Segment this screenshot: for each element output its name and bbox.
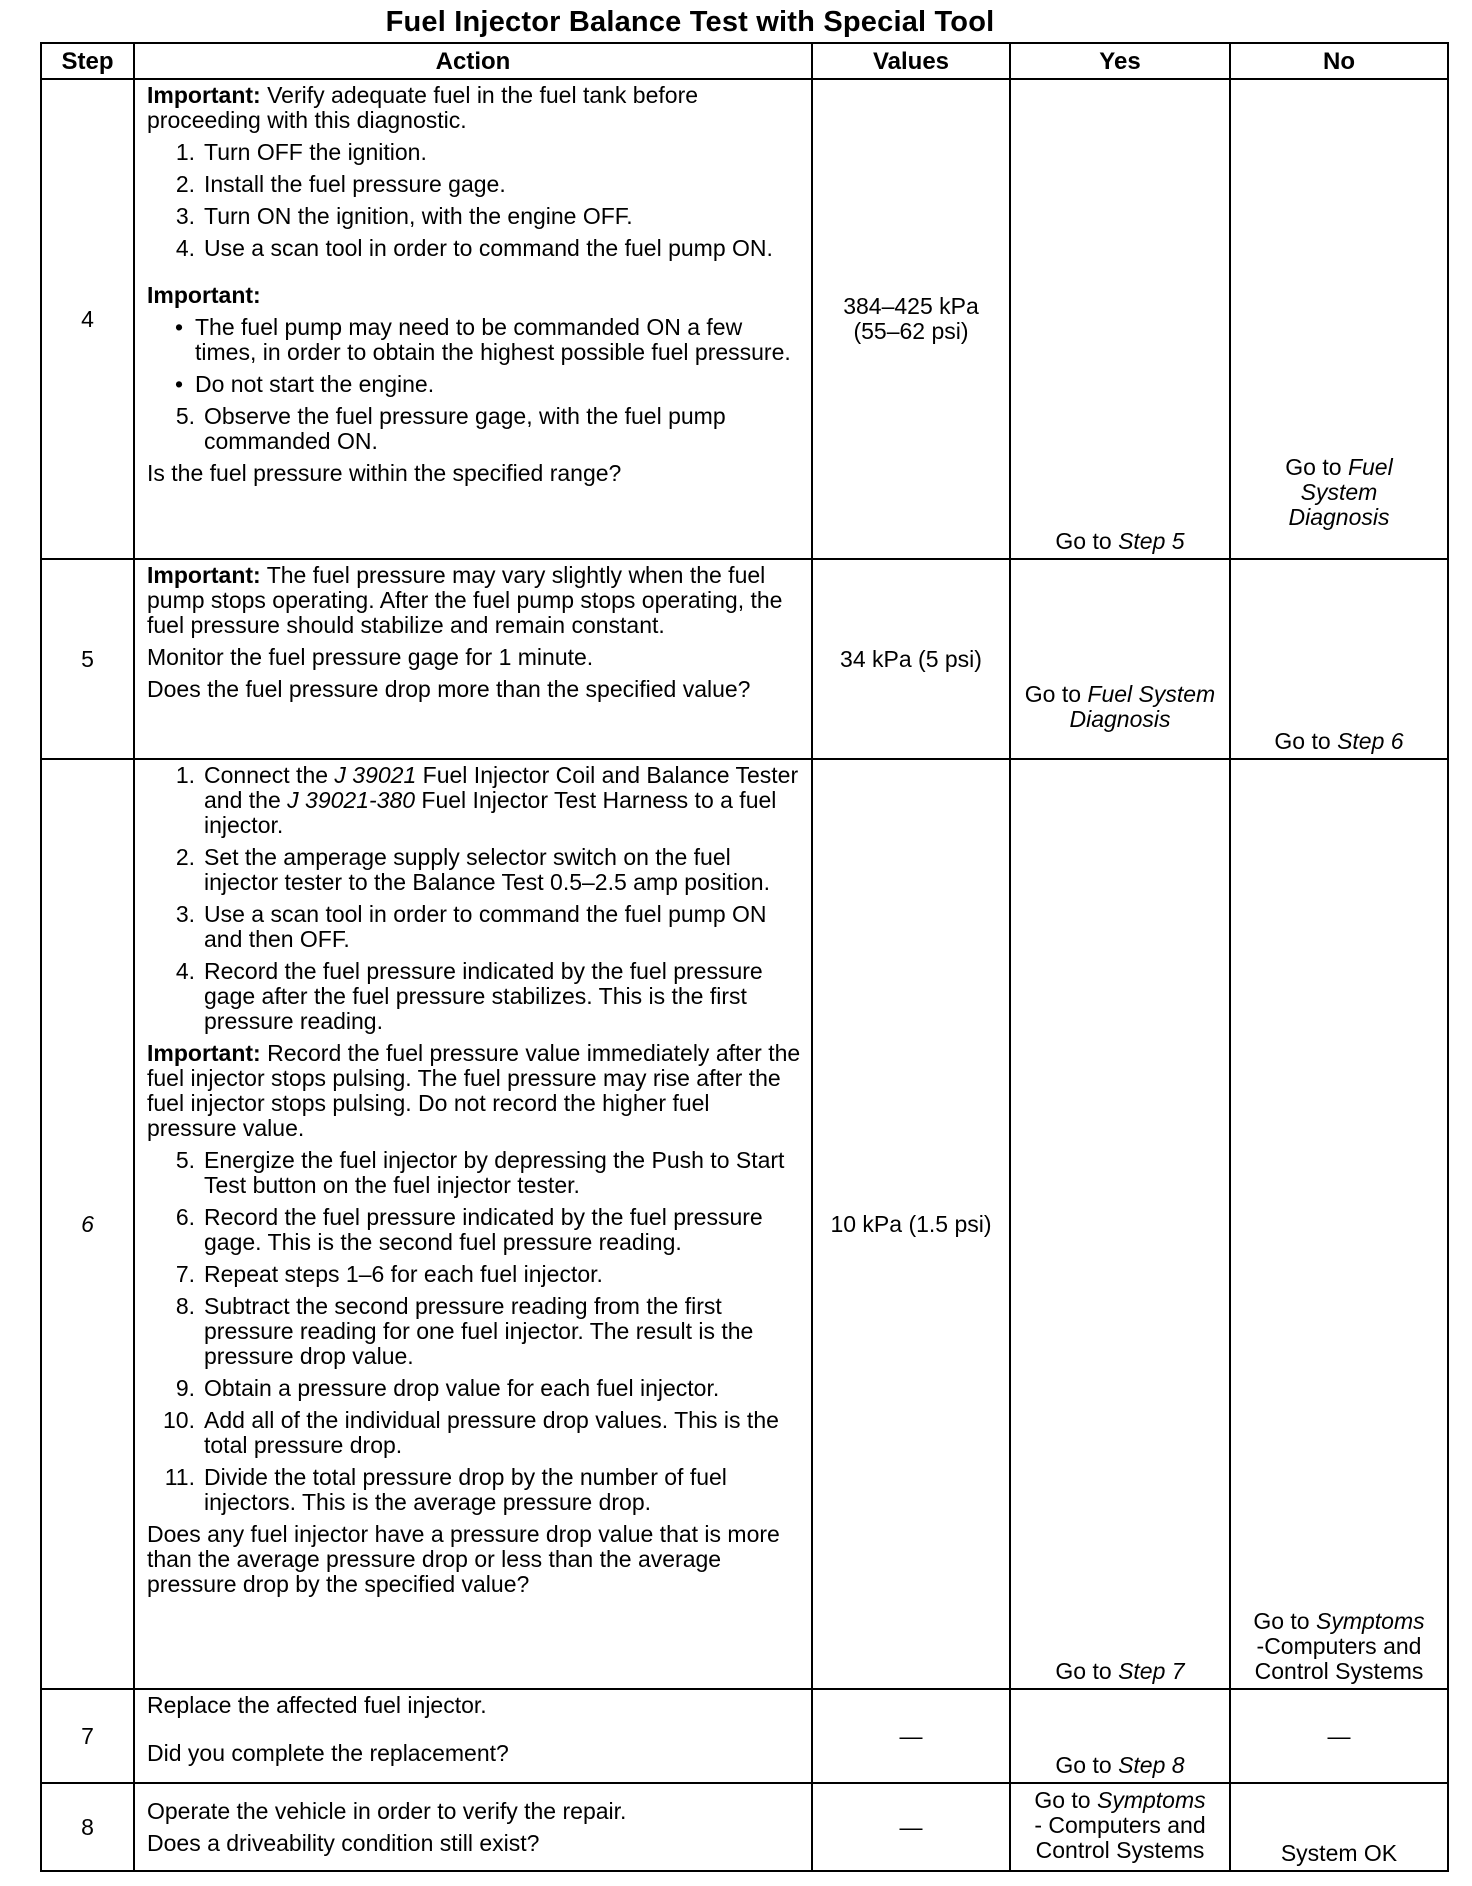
step-text: Repeat steps 1–6 for each fuel injector. [204,1261,603,1287]
no-reference: Fuel System Diagnosis [1288,454,1393,530]
important-text: The fuel pressure may vary slightly when the fuel pump stops operating. After the fuel pump stops operating, the fuel pressure should stabilize and remain constant. [147,562,783,638]
step-number: 4 [41,79,134,559]
yes-text: Go to [1055,528,1119,554]
step-number: 8 [41,1783,134,1871]
step-num: 1. [175,139,195,165]
question: Does the fuel pressure drop more than the specified value? [147,676,751,702]
values-cell: 34 kPa (5 psi) [812,559,1010,759]
important-label: Important: [147,1040,261,1066]
instruction: Replace the affected fuel injector. [147,1692,487,1718]
step-number: 7 [41,1689,134,1783]
action-cell [134,559,812,759]
bullet-item [147,315,801,365]
procedure-step [147,1465,801,1515]
important-label: Important: [147,82,261,108]
step-num: 1. [175,762,195,788]
procedure-list [147,1148,801,1515]
procedure-step [147,902,801,952]
step-row-4 [41,79,1448,559]
step-text: Turn OFF the ignition. [204,139,427,165]
procedure-step [147,1148,801,1198]
no-text: Go to [1285,454,1348,480]
header-yes: Yes [1010,43,1230,79]
values-cell: — [812,1689,1010,1783]
header-values: Values [812,43,1010,79]
no-text: Go to [1253,1608,1316,1634]
step-num: 7. [175,1261,195,1287]
header-action: Action [134,43,812,79]
instruction: Operate the vehicle in order to verify the repair. [147,1798,627,1824]
tool-reference: J 39021 [334,762,417,788]
step-row-8 [41,1783,1448,1871]
values-cell: 10 kPa (1.5 psi) [812,759,1010,1689]
bullet-icon: • [174,371,183,397]
action-cell [134,79,812,559]
step-num: 6. [175,1204,195,1230]
procedure-step [147,236,801,261]
no-cell [1230,559,1448,759]
yes-reference-cont: - Computers and Control Systems [1034,1811,1206,1863]
yes-reference: Step 5 [1118,528,1185,554]
important-label: Important: [147,282,261,308]
step-num: 9. [175,1375,195,1401]
step-num: 2. [175,844,195,870]
step-num: 8. [175,1293,195,1319]
step-row-5 [41,559,1448,759]
step-text: Use a scan tool in order to command the fuel pump ON. [204,235,773,261]
important-text: Verify adequate fuel in the fuel tank before proceeding with this diagnostic. [147,82,699,133]
diagnostic-table [40,42,1449,1872]
no-cell: System OK [1230,1783,1448,1871]
step-text: Install the fuel pressure gage. [204,171,506,197]
step-text: Connect the J 39021 Fuel Injector Coil and Balance Tester and the J 39021-380 Fuel Injector Test Harness to a fuel injector. [204,762,799,838]
tool-reference: J 39021-380 [287,787,416,813]
document-title: Fuel Injector Balance Test with Special Tool [385,6,995,38]
no-text: Go to [1274,728,1338,754]
header-step: Step [41,43,134,79]
procedure-step [147,959,801,1034]
step-text: Add all of the individual pressure drop values. This is the total pressure drop. [204,1407,779,1458]
step-row-7 [41,1689,1448,1783]
bullet-icon: • [174,314,183,340]
important-note [147,1041,801,1141]
values-cell: — [812,1783,1010,1871]
step-num: 4. [175,958,195,984]
yes-reference: Step 8 [1118,1752,1185,1778]
no-cell: — [1230,1689,1448,1783]
no-cell [1230,79,1448,559]
no-reference-cont: -Computers and Control Systems [1254,1633,1424,1684]
yes-text: Go to [1024,681,1088,707]
step-num: 11. [164,1464,195,1490]
bullet-text: The fuel pump may need to be commanded ON a few times, in order to obtain the highest possible fuel pressure. [195,314,791,365]
procedure-step [147,1262,801,1287]
bullet-text: Do not start the engine. [195,371,435,397]
action-cell [134,1783,812,1871]
no-reference: Step 6 [1337,728,1404,754]
procedure-list [147,404,801,454]
no-reference: Symptoms [1316,1608,1425,1634]
yes-cell [1010,559,1230,759]
action-cell [134,759,812,1689]
question: Does any fuel injector have a pressure drop value that is more than the average pressure drop or less than the average pressure drop by the specified value? [147,1521,780,1597]
step-row-6 [41,759,1448,1689]
bullet-list [147,315,801,397]
action-cell [134,1689,812,1783]
step-num: 3. [175,203,195,229]
important-label: Important: [147,562,261,588]
procedure-list [147,140,801,261]
procedure-step [147,1205,801,1255]
yes-text: Go to [1055,1658,1119,1684]
step-num: 4. [175,235,195,261]
value-kpa: 384–425 kPa [843,293,979,319]
question: Does a driveability condition still exist? [147,1830,540,1856]
step-text: Observe the fuel pressure gage, with the fuel pump commanded ON. [204,403,726,454]
question: Is the fuel pressure within the specified range? [147,460,622,486]
step-num: 2. [175,171,195,197]
step-text: Obtain a pressure drop value for each fuel injector. [204,1375,720,1401]
procedure-step [147,204,801,229]
bullet-item [147,372,801,397]
important-note [147,83,801,133]
step-num: 10. [163,1407,195,1433]
yes-reference: Fuel System Diagnosis [1069,681,1216,732]
yes-text: Go to [1034,1786,1097,1813]
procedure-step [147,1376,801,1401]
instruction: Monitor the fuel pressure gage for 1 minute. [147,644,594,670]
step-num: 5. [175,403,195,429]
yes-reference: Step 7 [1118,1658,1185,1684]
step-num: 3. [175,901,195,927]
procedure-list [147,763,801,1034]
value-psi: (55–62 psi) [853,318,969,344]
procedure-step [147,172,801,197]
step-text: Energize the fuel injector by depressing the Push to Start Test button on the fuel injector tester. [204,1147,785,1198]
yes-reference: Symptoms [1097,1786,1206,1813]
no-cell [1230,759,1448,1689]
important-note [147,563,801,638]
procedure-step [147,763,801,838]
step-text: Subtract the second pressure reading from the first pressure reading for one fuel injector. The result is the pressure drop value. [204,1293,754,1369]
yes-cell [1010,79,1230,559]
procedure-step [147,845,801,895]
yes-text: Go to [1055,1752,1119,1778]
procedure-step [147,404,801,454]
yes-cell [1010,1689,1230,1783]
step-text: Record the fuel pressure indicated by the fuel pressure gage. This is the second fuel pressure reading. [204,1204,763,1255]
step-text: Divide the total pressure drop by the number of fuel injectors. This is the average pressure drop. [204,1464,727,1515]
yes-cell [1010,759,1230,1689]
procedure-step [147,1294,801,1369]
no-block [1279,455,1399,530]
question: Did you complete the replacement? [147,1740,509,1766]
header-row [41,43,1448,79]
procedure-step [147,140,801,165]
step-number: 5 [41,559,134,759]
yes-cell [1010,1783,1230,1871]
step-text: Turn ON the ignition, with the engine OFF. [204,203,633,229]
step-text: Use a scan tool in order to command the fuel pump ON and then OFF. [204,901,767,952]
header-no: No [1230,43,1448,79]
step-text: Record the fuel pressure indicated by the fuel pressure gage after the fuel pressure stabilizes. This is the first pressure reading. [204,958,763,1034]
important-text: Record the fuel pressure value immediately after the fuel injector stops pulsing. The fuel pressure may rise after the fuel injector stops pulsing. Do not record the higher fuel pressure value. [147,1040,801,1141]
values-cell [812,79,1010,559]
step-num: 5. [175,1147,195,1173]
procedure-step [147,1408,801,1458]
step-text: Set the amperage supply selector switch on the fuel injector tester to the Balance Test 0.5–2.5 amp position. [204,844,770,895]
step-number: 6 [41,759,134,1689]
